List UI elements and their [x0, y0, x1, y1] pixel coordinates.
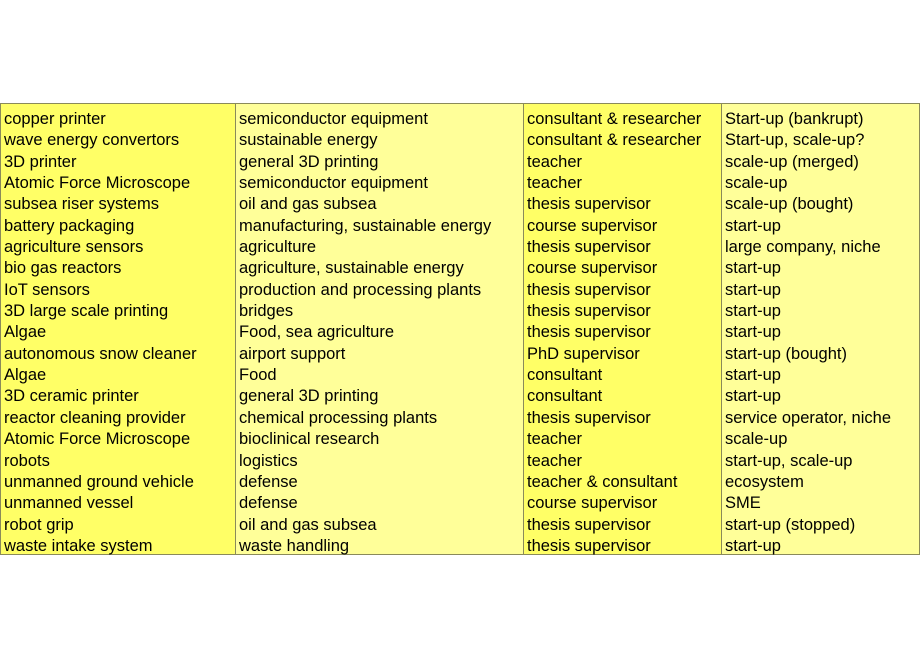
table-cell: service operator, niche [725, 408, 892, 427]
table-cell: ecosystem [725, 472, 804, 491]
table-cell: general 3D printing [239, 152, 379, 171]
table-cell: thesis supervisor [527, 408, 651, 427]
table-cell: scale-up (bought) [725, 195, 854, 214]
table-cell: 3D large scale printing [4, 302, 169, 321]
table-cell: manufacturing, sustainable energy [239, 216, 492, 235]
table-cell: scale-up [725, 174, 788, 193]
table-cell: waste intake system [4, 536, 153, 555]
table-cell: agriculture sensors [4, 238, 144, 257]
table-cell: teacher & consultant [527, 472, 678, 491]
table-cell: course supervisor [527, 494, 658, 513]
table-cell: start-up (stopped) [725, 515, 856, 534]
table-cell: unmanned ground vehicle [4, 472, 194, 491]
table-cell: teacher [527, 174, 583, 193]
table-cell: start-up [725, 280, 781, 299]
table-cell: thesis supervisor [527, 302, 651, 321]
table-cell: course supervisor [527, 259, 658, 278]
table-cell: 3D printer [4, 152, 77, 171]
table-cell: airport support [239, 344, 346, 363]
data-table [0, 103, 920, 555]
column-company-type [722, 104, 920, 554]
table-cell: consultant & researcher [527, 131, 702, 150]
table-cell: unmanned vessel [4, 494, 134, 513]
table-cell: start-up [725, 366, 781, 385]
table-cell: Atomic Force Microscope [4, 174, 191, 193]
table-cell: wave energy convertors [4, 131, 180, 150]
table-cell: bridges [239, 302, 294, 321]
table-cell: IoT sensors [4, 280, 90, 299]
table-cell: defense [239, 472, 298, 491]
table-cell: battery packaging [4, 216, 135, 235]
table-cell: teacher [527, 451, 583, 470]
table-cell: SME [725, 494, 761, 513]
table-cell: robot grip [4, 515, 74, 534]
table-cell: subsea riser systems [4, 195, 159, 214]
table-cell: start-up, scale-up [725, 451, 853, 470]
table-cell: start-up [725, 259, 781, 278]
table-cell: oil and gas subsea [239, 515, 377, 534]
table-cell: semiconductor equipment [239, 110, 428, 128]
table-cell: general 3D printing [239, 387, 379, 406]
table-cell: autonomous snow cleaner [4, 344, 197, 363]
table-cell: thesis supervisor [527, 536, 651, 555]
table-cell: agriculture [239, 238, 317, 257]
table-cell: bio gas reactors [4, 259, 122, 278]
table-cell: bioclinical research [239, 430, 380, 449]
table-cell: start-up [725, 216, 781, 235]
table-cell: defense [239, 494, 298, 513]
table-cell: thesis supervisor [527, 515, 651, 534]
table-cell: scale-up (merged) [725, 152, 859, 171]
table-cell: copper printer [4, 110, 106, 128]
table-cell: Atomic Force Microscope [4, 430, 191, 449]
table-cell: waste handling [239, 536, 350, 555]
table-cell: Start-up (bankrupt) [725, 110, 864, 128]
column-product [1, 104, 236, 554]
table-cell: semiconductor equipment [239, 174, 428, 193]
table-cell: Food, sea agriculture [239, 323, 395, 342]
table-cell: sustainable energy [239, 131, 378, 150]
table-cell: reactor cleaning provider [4, 408, 186, 427]
table-cell: thesis supervisor [527, 195, 651, 214]
table-cell: start-up [725, 536, 781, 555]
table-cell: PhD supervisor [527, 344, 640, 363]
table-cell: thesis supervisor [527, 323, 651, 342]
table-cell: Algae [4, 323, 47, 342]
table-cell: Algae [4, 366, 47, 385]
column-role [524, 104, 722, 554]
table-cell: agriculture, sustainable energy [239, 259, 464, 278]
table-cell: production and processing plants [239, 280, 482, 299]
table-cell: logistics [239, 451, 298, 470]
column-sector [236, 104, 524, 554]
table-cell: thesis supervisor [527, 238, 651, 257]
table-cell: robots [4, 451, 50, 470]
table-cell: teacher [527, 152, 583, 171]
table-cell: start-up [725, 302, 781, 321]
table-cell: consultant [527, 366, 603, 385]
table-cell: large company, niche [725, 238, 881, 257]
table-cell: start-up (bought) [725, 344, 847, 363]
table-cell: 3D ceramic printer [4, 387, 139, 406]
table-cell: start-up [725, 387, 781, 406]
table-cell: scale-up [725, 430, 788, 449]
table-cell: consultant & researcher [527, 110, 702, 128]
table-cell: chemical processing plants [239, 408, 438, 427]
table-cell: teacher [527, 430, 583, 449]
table-cell: Food [239, 366, 277, 385]
table-cell: oil and gas subsea [239, 195, 377, 214]
table-cell: course supervisor [527, 216, 658, 235]
table-cell: thesis supervisor [527, 280, 651, 299]
table-cell: consultant [527, 387, 603, 406]
table-cell: start-up [725, 323, 781, 342]
table-cell: Start-up, scale-up? [725, 131, 865, 150]
